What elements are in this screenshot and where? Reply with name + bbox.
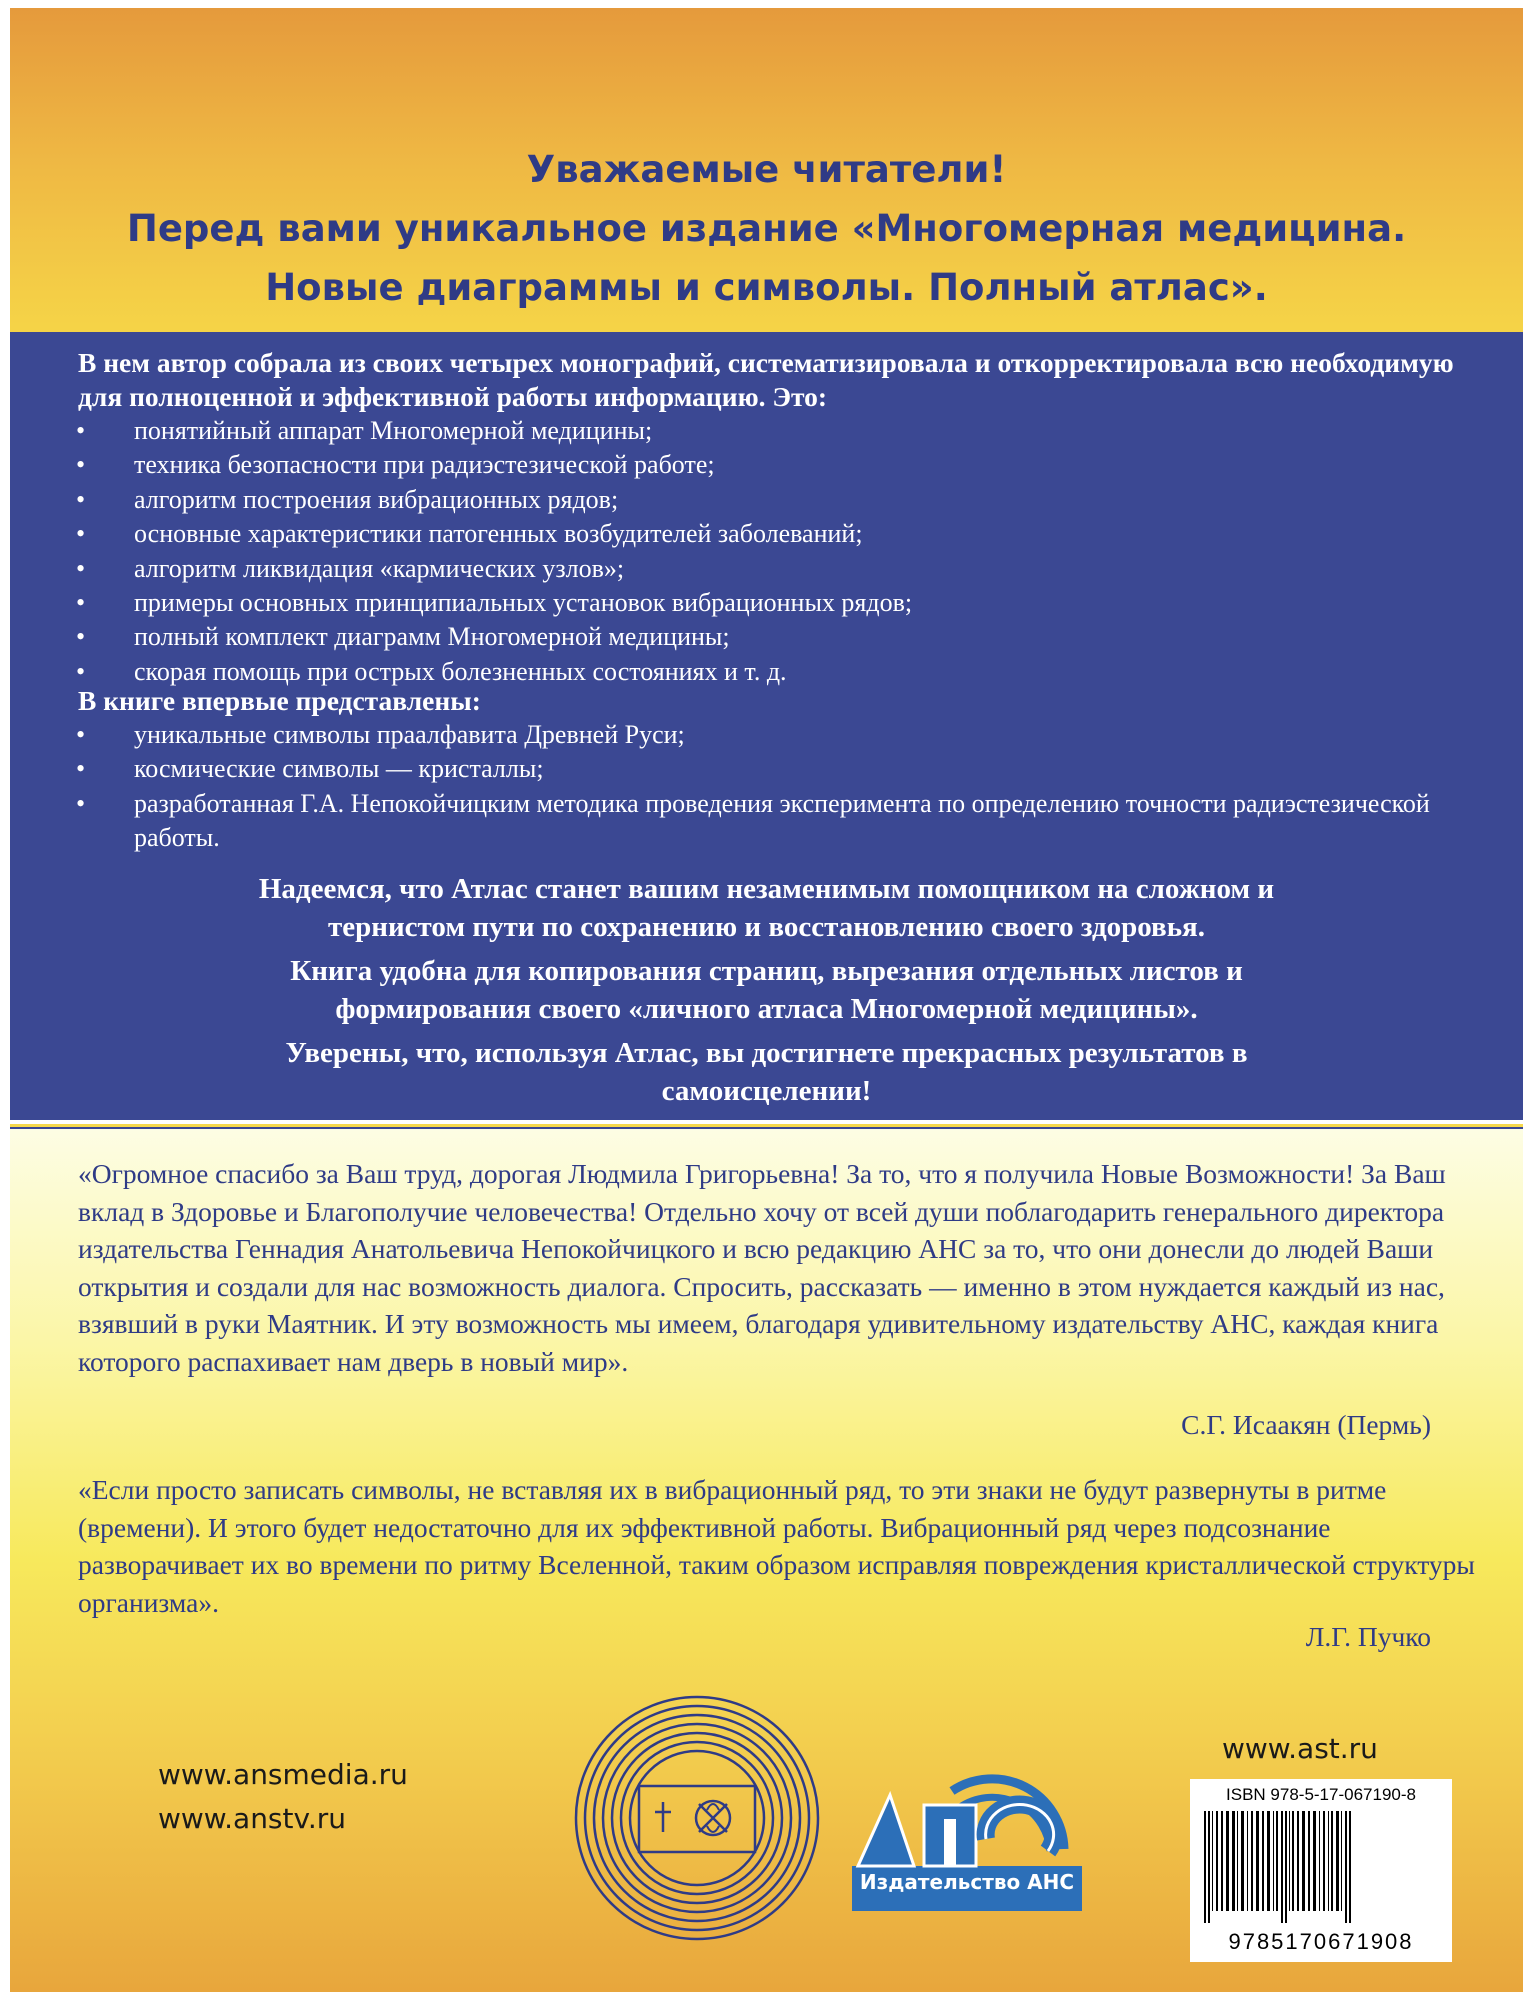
barcode-number: 9785170671908 [1228, 1929, 1414, 1954]
divider [10, 1120, 1523, 1124]
bullet-icon: • [76, 450, 86, 480]
author-quote-2: «Если просто записать символы, не вставляя их в вибрационный ряд, то эти знаки не будут развернуты в ритме (времени). И этого будет недостаточно для их эффективной работы. Вибрационный ряд через подсознание разворачивает их во времени по ритму Вселенной, таким образом исправляя повреждения кристаллической структуры организма». [78, 1474, 1475, 1618]
list-item: • алгоритм построения вибрационных рядов; [72, 483, 1492, 517]
barcode-bar [1221, 1811, 1223, 1911]
barcode-bar [1226, 1811, 1229, 1911]
heading-line-3: Новые диаграммы и символы. Полный атлас». [265, 266, 1268, 309]
bullet-icon: • [76, 754, 86, 784]
intro-paragraph: В нем автор собрала из своих четырех монографий, систематизировала и откорректировала всю необходимую для полноценной и эффективной работы информацию. Это: [78, 347, 1454, 412]
closing-paragraph-2: Книга удобна для копирования страниц, вырезания отдельных листов и формирования своего «личного атласа Многомерной медицины». [290, 955, 1243, 1025]
bullet-icon: • [76, 720, 86, 749]
barcode-bar [1285, 1811, 1287, 1923]
barcode-bar [1237, 1811, 1238, 1911]
barcode-bar [1216, 1811, 1218, 1911]
list-item: • космические символы — кристаллы; [72, 752, 1492, 786]
barcode-bar [1349, 1811, 1351, 1923]
bullet-icon: • [76, 484, 86, 514]
bullet-icon: • [76, 622, 86, 652]
barcode-bar [1273, 1811, 1274, 1911]
barcode-bar [1256, 1811, 1259, 1911]
bullet-icon: • [76, 519, 86, 549]
barcode-bar [1204, 1811, 1206, 1923]
barcode-bar [1292, 1811, 1294, 1911]
book-back-cover [10, 8, 1523, 1992]
barcode-bar [1276, 1811, 1278, 1911]
website-anstv[interactable]: www.anstv.ru [158, 1802, 347, 1835]
barcode-bar [1262, 1811, 1264, 1911]
isbn-barcode [1190, 1779, 1452, 1962]
concentric-circles-emblem-icon [573, 1694, 821, 1942]
isbn-label: ISBN 978-5-17-067190-8 [1226, 1785, 1416, 1804]
barcode-bar [1241, 1811, 1244, 1911]
website-ansmedia[interactable]: www.ansmedia.ru [158, 1758, 408, 1791]
bullet-icon: • [76, 788, 86, 818]
list-item: • уникальные символы праалфавита Древней Руси; [72, 718, 1492, 752]
barcode-bar [1328, 1811, 1329, 1911]
new-features-list [72, 718, 1492, 856]
cover-heading [10, 140, 1523, 317]
list-item: • основные характеристики патогенных возбудителей заболеваний; [72, 517, 1492, 551]
reader-quote-1: «Огромное спасибо за Ваш труд, дорогая Людмила Григорьевна! За то, что я получила Новые Возможности! За Ваш вклад в Здоровье и Благополучие человечества! Отдельно хочу от всей души поблагодарить генерального директора издательства Геннадия Анатольевича Непокойчицкого и всю редакцию АНС за то, что они донесли до людей Ваши открытия и создали для нас возможность диалога. Спросить, рассказать — именно в этом нуждается каждый из нас, взявший в руки Маятник. И эту возможность мы имеем, благодаря удивительному издательству АНС, каждая книга которого распахивает нам дверь в новый мир». [78, 1158, 1446, 1377]
barcode-bar [1341, 1811, 1342, 1911]
barcode-bar [1308, 1811, 1310, 1911]
list-item: • скорая помощь при острых болезненных состояниях и т. д. [72, 655, 1492, 689]
barcode-bar [1267, 1811, 1270, 1911]
quote-author-1: С.Г. Исаакян (Пермь) [1181, 1409, 1431, 1440]
description-panel [10, 332, 1523, 1120]
barcode-bar [1232, 1811, 1235, 1911]
barcode-bar [1289, 1811, 1290, 1911]
bullet-icon: • [76, 656, 86, 686]
quote-author-2: Л.Г. Пучко [1305, 1621, 1431, 1652]
list-item: • примеры основных принципиальных установок вибрационных рядов; [72, 586, 1492, 620]
new-features-heading: В книге впервые представлены: [78, 685, 481, 716]
publisher-caption: Издательство АНС [859, 1870, 1075, 1894]
barcode-bar [1297, 1811, 1299, 1911]
website-ast[interactable]: www.ast.ru [1222, 1732, 1378, 1765]
barcode-bar [1331, 1811, 1333, 1911]
contents-list [72, 414, 1492, 689]
heading-line-2: Перед вами уникальное издание «Многомерная медицина. [126, 207, 1407, 250]
barcode-bar [1336, 1811, 1339, 1911]
bullet-icon: • [76, 553, 86, 583]
barcode-bar [1208, 1811, 1210, 1923]
barcode-bar [1319, 1811, 1320, 1911]
barcode-bar [1281, 1811, 1283, 1923]
heading-line-1: Уважаемые читатели! [526, 148, 1007, 191]
bullet-icon: • [76, 588, 86, 618]
barcode-bar [1247, 1811, 1248, 1911]
barcode-bar [1212, 1811, 1213, 1911]
bullet-icon: • [76, 416, 86, 445]
barcode-bar [1345, 1811, 1347, 1923]
barcode-bars-icon [1202, 1811, 1440, 1923]
barcode-bar [1313, 1811, 1316, 1911]
list-item: • техника безопасности при радиэстезической работе; [72, 448, 1492, 482]
closing-paragraph-3: Уверены, что, используя Атлас, вы достигнете прекрасных результатов в самоисцелении! [285, 1037, 1248, 1107]
barcode-bar [1251, 1811, 1253, 1911]
list-item: • понятийный аппарат Многомерной медицины; [72, 414, 1492, 448]
list-item: • полный комплект диаграмм Многомерной медицины; [72, 620, 1492, 654]
reviews-section [10, 1129, 1523, 1992]
closing-paragraph-1: Надеемся, что Атлас станет вашим незаменимым помощником на сложном и тернистом пути по сохранению и восстановлению своего здоровья. [258, 873, 1275, 943]
list-item: • алгоритм ликвидация «кармических узлов»; [72, 552, 1492, 586]
barcode-bar [1323, 1811, 1325, 1911]
barcode-bar [1302, 1811, 1305, 1911]
list-item: • разработанная Г.А. Непокойчицким методика проведения эксперимента по определению точности радиэстезической работы. [76, 788, 1430, 853]
